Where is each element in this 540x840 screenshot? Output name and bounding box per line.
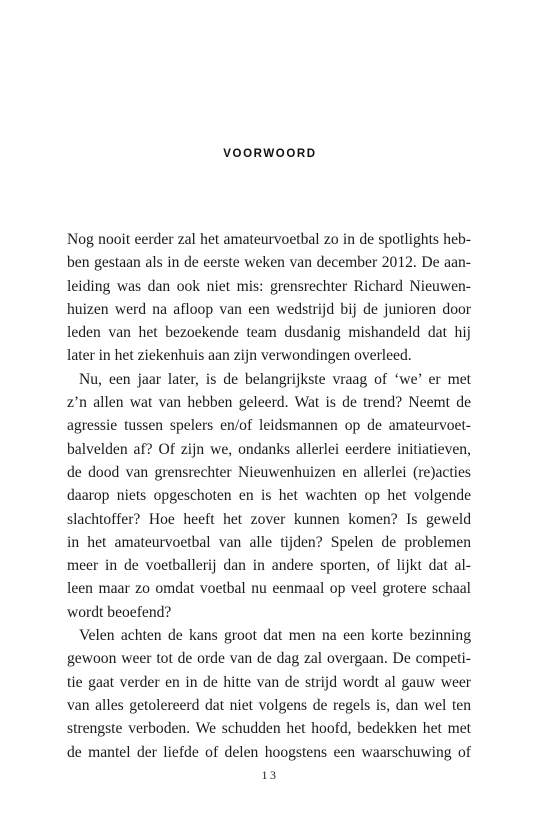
text-line: slachtoffer? Hoe heeft het zover kunnen komen? Is geweld: [67, 510, 471, 528]
text-line: leden van het bezoekende team dusdanig mishandeld dat hij: [67, 324, 471, 342]
text-line: ben gestaan als in de eerste weken van december 2012. De aan-: [67, 254, 471, 272]
text-line: balvelden af? Of zijn we, ondanks allerlei eerdere initiatieven,: [67, 440, 471, 458]
text-line: Velen achten de kans groot dat men na een korte bezinning: [79, 627, 471, 645]
chapter-heading: VOORWOORD: [223, 148, 317, 160]
text-line: van alles getolereerd dat niet volgens de regels is, dan wel ten: [67, 696, 471, 714]
text-line: leen maar zo omdat voetbal nu eenmaal op veel grotere schaal: [67, 580, 471, 598]
text-line: wordt beoefend?: [67, 603, 172, 621]
text-line: Nog nooit eerder zal het amateurvoetbal zo in de spotlights heb-: [67, 231, 471, 248]
text-line: later in het ziekenhuis aan zijn verwondingen overleed.: [67, 347, 412, 365]
text-line: meer in de voetballerij dan in andere sporten, of lijkt dat al-: [67, 557, 471, 575]
text-line: gewoon weer tot de orde van de dag zal overgaan. De competi-: [67, 650, 471, 668]
text-line: strengste verboden. We schudden het hoofd, bedekken het met: [67, 720, 471, 738]
text-line: de dood van grensrechter Nieuwenhuizen en allerlei (re)acties: [67, 463, 471, 481]
text-line: z’n allen wat van hebben geleerd. Wat is de trend? Neemt de: [67, 394, 471, 412]
text-line: Nu, een jaar later, is de belangrijkste vraag of ‘we’ er met: [79, 370, 471, 388]
text-line: daarop niets opgeschoten en is het wachten op het volgende: [67, 487, 471, 505]
page-number: 13: [261, 768, 279, 782]
text-line: de mantel der liefde of delen hoogstens een waarschuwing of: [67, 743, 471, 761]
text-line: in het amateurvoetbal van alle tijden? Spelen de problemen: [67, 533, 471, 551]
text-line: huizen werd na afloop van een wedstrijd bij de junioren door: [67, 300, 471, 318]
text-line: leiding was dan ook niet mis: grensrechter Richard Nieuwen-: [67, 277, 471, 295]
text-line: tie gaat verder en in de hitte van de strijd wordt al gauw weer: [67, 673, 471, 691]
body-text: [67, 228, 471, 764]
text-line: agressie tussen spelers en/of leidsmannen op de amateurvoet-: [67, 417, 471, 435]
